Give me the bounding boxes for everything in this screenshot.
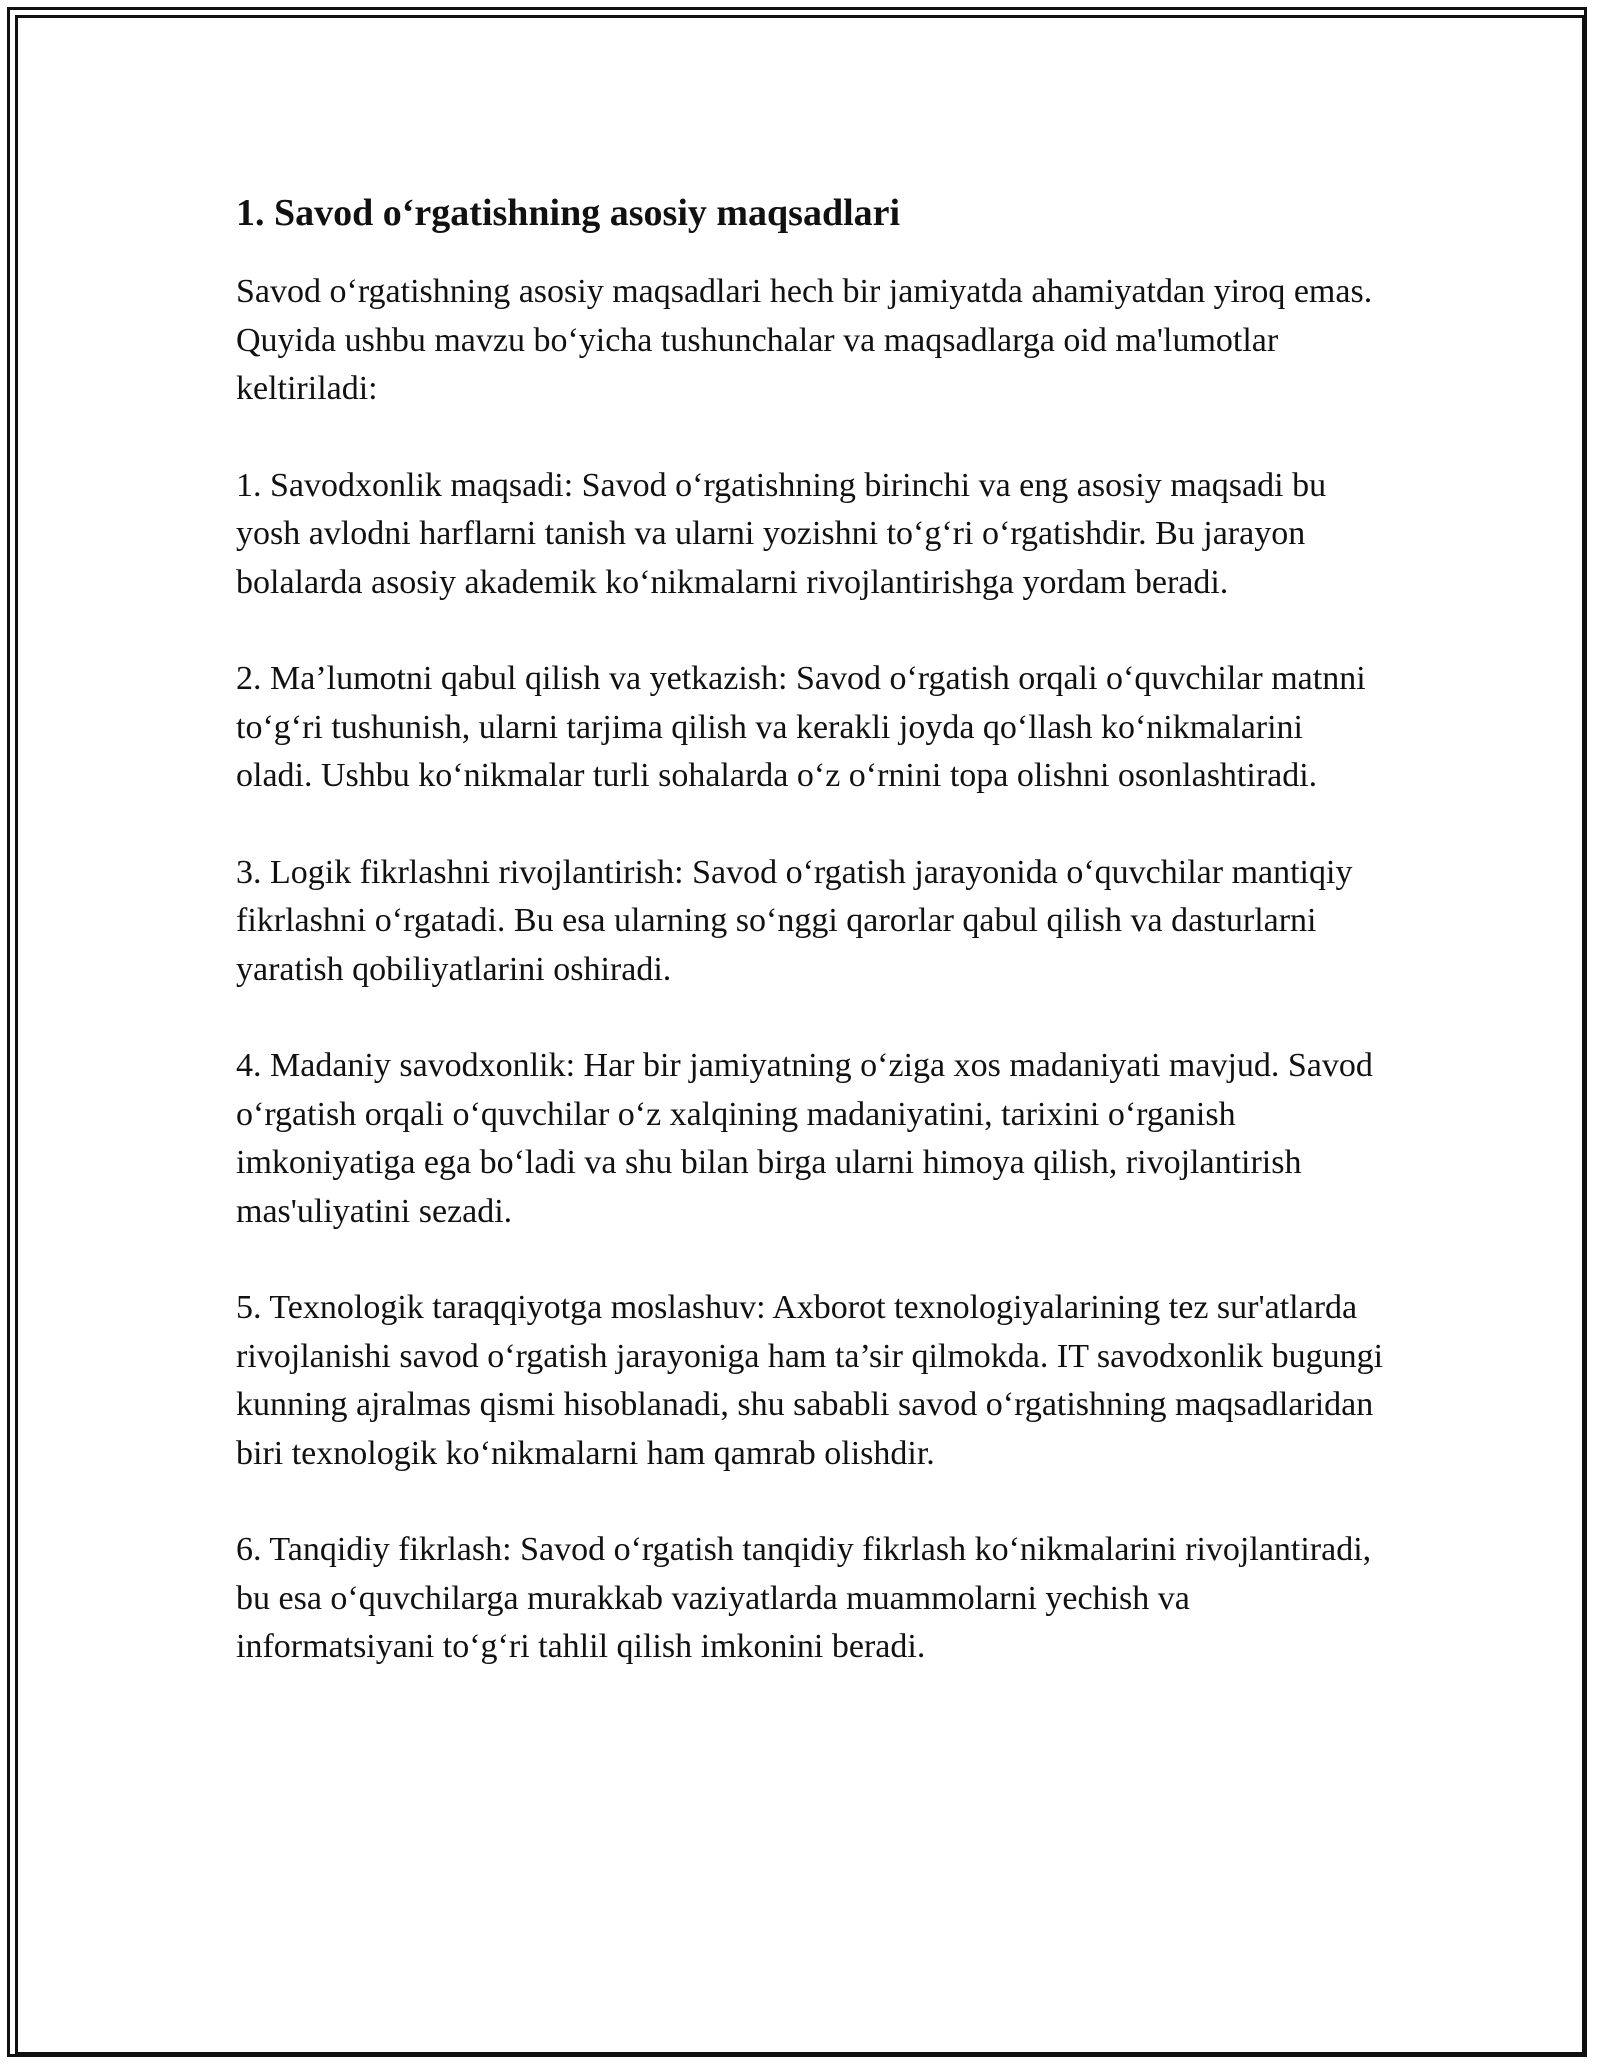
document-page [236, 188, 1386, 1720]
list-item-malumotni-qabul-qilish: 2. Ma’lumotni qabul qilish va yetkazish: Savod o‘rgatish orqali o‘quvchilar matnni to‘g‘ri tushunish, ularni tarjima qilish va kerakli joyda qo‘llash ko‘nikmalarini oladi. Ushbu ko‘nikmalar turli sohalarda o‘z o‘rnini topa olishni osonlashtiradi. [236, 660, 1366, 794]
list-item-tanqidiy-fikrlash: 6. Tanqidiy fikrlash: Savod o‘rgatish tanqidiy fikrlash ko‘nikmalarini rivojlantiradi, bu esa o‘quvchilarga murakkab vaziyatlarda muammolarni yechish va informatsiyani to‘g‘ri tahlil qilish imkonini beradi. [236, 1531, 1372, 1665]
list-item-logik-fikrlash: 3. Logik fikrlashni rivojlantirish: Savod o‘rgatish jarayonida o‘quvchilar mantiqiy fikrlashni o‘rgatadi. Bu esa ularning so‘nggi qarorlar qabul qilish va dasturlarni yaratish qobiliyatlarini oshiradi. [236, 853, 1353, 988]
intro-paragraph: Savod o‘rgatishning asosiy maqsadlari hech bir jamiyatda ahamiyatdan yiroq emas. Quyida ushbu mavzu bo‘yicha tushunchalar va maqsadlarga oid ma'lumotlar keltiriladi: [236, 273, 1373, 407]
list-item-savodxonlik-maqsadi: 1. Savodxonlik maqsadi: Savod o‘rgatishning birinchi va eng asosiy maqsadi bu yosh avlodni harflarni tanish va ularni yozishni to‘g‘ri o‘rgatishdir. Bu jarayon bolalarda asosiy akademik ko‘nikmalarni rivojlantirishga yordam beradi. [236, 466, 1327, 601]
document-title: 1. Savod o‘rgatishning asosiy maqsadlari [236, 192, 901, 234]
list-item-texnologik-taraqqiyot: 5. Texnologik taraqqiyotga moslashuv: Axborot texnologiyalarining tez sur'atlarda rivojlanishi savod o‘rgatish jarayoniga ham ta’sir qilmokda. IT savodxonlik bugungi kunning ajralmas qismi hisoblanadi, shu sababli savod o‘rgatishning maqsadlaridan biri texnologik ko‘nikmalarni ham qamrab olishdir. [236, 1289, 1384, 1472]
list-item-madaniy-savodxonlik: 4. Madaniy savodxonlik: Har bir jamiyatning o‘ziga xos madaniyati mavjud. Savod o‘rgatish orqali o‘quvchilar o‘z xalqining madaniyatini, tarixini o‘rganish imkoniyatiga ega bo‘ladi va shu bilan birga ularni himoya qilish, rivojlantirish mas'uliyatini sezadi. [236, 1047, 1373, 1230]
